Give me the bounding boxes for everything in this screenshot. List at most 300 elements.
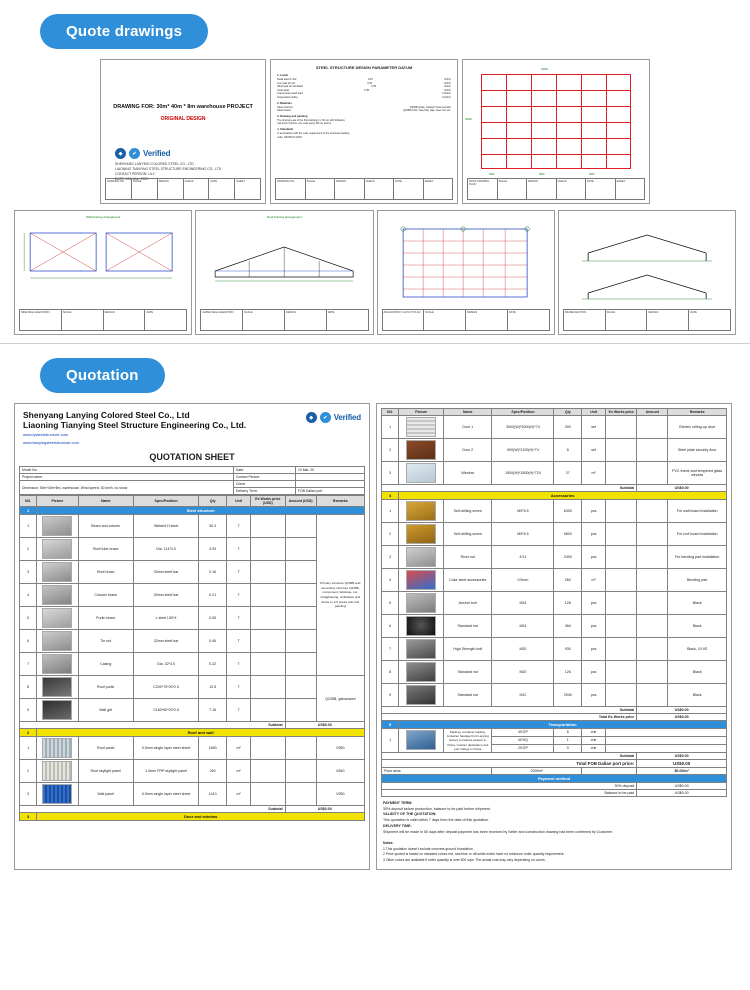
cell-picture [37, 676, 78, 699]
titleblock-caption: ANCHOR BOLT LAYOUT PLAN [383, 310, 425, 330]
cell-qty: 0.22 [199, 653, 227, 676]
titleblock-cell: DESIGN [647, 310, 689, 330]
cell-name: Purlin brace [78, 607, 133, 630]
cell-name: Window [444, 462, 492, 485]
datum-block-label: 3. Drawing and painting [277, 114, 308, 118]
table-row[interactable] [20, 607, 365, 630]
cell-name: Standard nut [444, 615, 492, 638]
cell-picture [37, 699, 78, 722]
cell-name: Roof skylight panel [78, 760, 133, 783]
col-no: NO. [20, 496, 37, 507]
table-row[interactable] [382, 661, 727, 684]
design-datum-heading: STEEL STRUCTURE DESIGN PARAMETER DATUM [315, 65, 413, 70]
company-line-3: CONTACT PERSON: LILY [115, 171, 155, 176]
datum-val: 0 kN/m² [442, 92, 452, 96]
group-header-row [20, 813, 365, 821]
titleblock-cell: SCALE [606, 310, 648, 330]
cell-picture [37, 561, 78, 584]
drawing-side-wall-elevation[interactable] [14, 210, 192, 335]
cell-no: 2 [20, 760, 37, 783]
cell-qty: 384 [554, 615, 582, 638]
company-line-2: LIAONING TIANYING STEEL STRUCTURE ENGINEERING CO., LTD [115, 166, 222, 171]
cell-spec: 4*11 [492, 546, 554, 569]
table-row[interactable] [382, 462, 727, 485]
cell-qty: 5800 [554, 523, 582, 546]
table-row[interactable] [382, 615, 727, 638]
cell-no: 8 [382, 661, 399, 684]
titleblock [19, 309, 187, 331]
cell-name: Roof purlin [78, 676, 133, 699]
cell-unit: T [226, 653, 250, 676]
quotation-badge: Quotation [40, 358, 165, 393]
titleblock-cell: SCALE [424, 310, 466, 330]
cell-no: 7 [20, 653, 37, 676]
drawing-anchor-bolt-plan[interactable] [377, 210, 555, 335]
cell-qty: 126 [554, 661, 582, 684]
cell-unit: pcs [582, 523, 606, 546]
plan-dim-length: 40000 [465, 118, 472, 121]
drawing-gable-wall-elevation[interactable] [195, 210, 373, 335]
floor-area-value: 2000m² [492, 767, 582, 774]
cell-exw [251, 584, 286, 607]
subtotal-row [20, 806, 365, 813]
table-row[interactable] [20, 783, 365, 806]
cell-exw [606, 416, 637, 439]
notes-title: Notes: [383, 841, 394, 846]
cell-unit: m² [582, 462, 606, 485]
datum-row: Snow load [277, 88, 289, 92]
cell-remark: Black [668, 615, 727, 638]
cell-spec: M24 [492, 615, 554, 638]
cell-no: 9 [382, 684, 399, 707]
cell-amount [285, 584, 316, 607]
cell-spec: 900(W)*2100(H)*74 [492, 439, 554, 462]
titleblock-cell: SCALE [62, 310, 104, 330]
titleblock-caption: FRAME SECTION [564, 310, 606, 330]
group-title: Accessories [399, 492, 727, 500]
table-row[interactable] [382, 523, 727, 546]
cell-qty: 2940 [554, 684, 582, 707]
cell-picture [399, 546, 444, 569]
table-row[interactable] [20, 676, 365, 699]
cell-no: 3 [20, 783, 37, 806]
titleblock-caption: SIDE WALL ELEVATION [20, 310, 62, 330]
subtotal-row [382, 485, 727, 492]
table-row[interactable] [20, 653, 365, 676]
cell-picture [37, 607, 78, 630]
cell-exw [606, 500, 637, 523]
cell-amount [637, 462, 668, 485]
titleblock-cell: DRAWING NO. [276, 179, 305, 199]
cell-name: Door 2 [444, 439, 492, 462]
datum-unit: kN/m² [444, 88, 452, 92]
drawing-cover-titleblock [105, 178, 261, 200]
cell-amount [637, 569, 668, 592]
cell-no: 9 [20, 699, 37, 722]
quote-drawings-badge: Quote drawings [40, 14, 208, 49]
cell-qty: 3.93 [199, 538, 227, 561]
cell-spec: 30mm steel bar [133, 584, 199, 607]
datum-row: Dead load of roof [277, 77, 297, 81]
table-row[interactable] [382, 500, 727, 523]
cell-spec: C160*60*20*2.5 [133, 699, 199, 722]
quotation-header [15, 404, 369, 448]
cell-no: 3 [20, 561, 37, 584]
cell-qty: 1410 [199, 783, 227, 806]
datum-row: In accordance with the code requirement of the structural welding [277, 131, 350, 135]
titleblock-cell: CHECK [365, 179, 394, 199]
cell-amount [637, 416, 668, 439]
cell-amount [285, 630, 316, 653]
table-row[interactable] [382, 684, 727, 707]
cell-unit: T [226, 607, 250, 630]
cell-unit: cntr [582, 744, 606, 752]
cell-unit: T [226, 538, 250, 561]
cell-remark: Steel plate security door [668, 439, 727, 462]
payment-label: 30% deposit [382, 782, 637, 789]
cell-spec: Dia. 32*3.0 [133, 653, 199, 676]
cell-spec: 1.0mm FRP skylight panel [133, 760, 199, 783]
table-row[interactable] [20, 538, 365, 561]
cell-unit: m² [226, 737, 250, 760]
table-row[interactable] [382, 439, 727, 462]
cell-no: 1 [382, 416, 399, 439]
drawing-design-datum[interactable] [270, 59, 458, 204]
datum-unit: kN/m² [444, 85, 452, 89]
cell-spec: 40'HQ [492, 736, 554, 744]
drawing-roof-framing-plan[interactable] [462, 59, 650, 204]
titleblock-cell: SCALE [243, 310, 285, 330]
roof-plan-grid [465, 68, 631, 176]
table-row[interactable] [20, 760, 365, 783]
total-exworks-label: Total Ex-Works price [382, 714, 637, 721]
quotation-items-table-right [381, 408, 727, 797]
group-no: 5 [382, 721, 399, 729]
quotation-web-1[interactable]: www.lysteelstructure.com [23, 432, 69, 437]
group-header-row [382, 492, 727, 500]
anchor-plan-svg [378, 221, 554, 307]
titleblock-cell: SCALE [132, 179, 158, 199]
cell-picture [37, 630, 78, 653]
table-header-row [20, 496, 365, 507]
quotation-sheet-left[interactable] [14, 403, 370, 870]
quotation-meta-table [19, 466, 365, 495]
cell-amount [285, 653, 316, 676]
cell-unit: set [582, 416, 606, 439]
table-row[interactable] [382, 416, 727, 439]
meta-date-label: Date: [233, 467, 295, 474]
cell-unit: T [226, 699, 250, 722]
cell-name: Rivet nut [444, 546, 492, 569]
cell-amount [637, 615, 668, 638]
cell-amount [285, 737, 316, 760]
table-row[interactable] [20, 630, 365, 653]
total-exworks-value: US$0.00 [637, 714, 727, 721]
cell-exw [606, 684, 637, 707]
cell-name: Color steel accessories [444, 569, 492, 592]
cell-picture [37, 760, 78, 783]
col-amount: Amount (USD) [285, 496, 316, 507]
titleblock-cell: DATE [327, 311, 335, 314]
cell-name: Wall panel [78, 783, 133, 806]
cell-spec: 32mm steel bar [133, 630, 199, 653]
cell-remark: V950 [316, 783, 364, 806]
titleblock-cell: DESIGN [104, 310, 146, 330]
cell-no: 1 [20, 737, 37, 760]
cell-amount [637, 684, 668, 707]
cell-unit: pcs [582, 684, 606, 707]
cell-name: Roof panel [78, 737, 133, 760]
cell-name: Wall girt [78, 699, 133, 722]
cell-no: 5 [382, 592, 399, 615]
table-row[interactable] [20, 561, 365, 584]
payment-value: US$0.00 [637, 782, 727, 789]
group-no: 1 [20, 507, 37, 515]
delivery-title: DELIVERY TIME: [383, 823, 412, 828]
group-header-row [382, 721, 727, 729]
cell-exw [606, 569, 637, 592]
cell-exw [251, 561, 286, 584]
datum-row: Steel beams [277, 109, 292, 113]
table-row[interactable] [382, 569, 727, 592]
meta-delivery-label: Delivery Term: [233, 488, 295, 495]
cell-exw [251, 783, 286, 806]
titleblock-cell: SCALE [498, 179, 527, 199]
cell-name: Anchor bolt [444, 592, 492, 615]
cell-name: Column brace [78, 584, 133, 607]
subtotal-label: Subtotal [20, 722, 286, 729]
col-exw: Ex Works price [606, 409, 637, 416]
cell-picture [399, 462, 444, 485]
table-row[interactable] [20, 737, 365, 760]
validity-title: VALIDITY OF THE QUOTATION: [383, 812, 437, 817]
cell-spec: 0.5mm [492, 569, 554, 592]
cell-picture [399, 684, 444, 707]
cell-spec: 1500(W)*1500(H)*724 [492, 462, 554, 485]
quotation-items-table [19, 495, 365, 821]
verified-logo [115, 148, 170, 159]
cell-picture [37, 783, 78, 806]
datum-block-label: 2. Materials [277, 101, 292, 105]
drawing-cover-title-prefix: DRAWING FOR: [113, 104, 155, 110]
drawing-cover-subtitle: ORIGINAL DESIGN [160, 116, 206, 122]
cell-picture [37, 538, 78, 561]
subtotal-label: Subtotal [382, 752, 637, 759]
subtotal-label: Subtotal [20, 806, 286, 813]
meta-dimension: Dimension: 50m*40m*8m, warehouse. Wind speed: 30 km/h, no snow [20, 481, 234, 495]
payment-label: Balance to be paid [382, 789, 637, 796]
cell-amount [285, 561, 316, 584]
subtotal-label: Subtotal [382, 707, 637, 714]
cell-picture [399, 416, 444, 439]
cell-exw [606, 661, 637, 684]
drawing-plan-titleblock [467, 178, 645, 200]
table-row[interactable] [382, 638, 727, 661]
cell-picture [399, 729, 444, 753]
cell-exw [251, 653, 286, 676]
cell-spec: M20 [492, 661, 554, 684]
company-line-4: DATE: 10th Mar. 2020 [115, 176, 149, 181]
titleblock-cell: SHEET [424, 180, 434, 183]
meta-contact-value [295, 474, 364, 481]
payment-row [382, 789, 727, 796]
cell-exw [606, 615, 637, 638]
notes-block [377, 839, 731, 869]
cell-exw [606, 462, 637, 485]
col-qty: Qty [554, 409, 582, 416]
table-header-row [382, 409, 727, 416]
cell-spec: Welded H steel [133, 515, 199, 538]
cell-picture [37, 584, 78, 607]
cell-no: 6 [20, 630, 37, 653]
group-header-row [20, 729, 365, 737]
cell-qty: 6300 [554, 500, 582, 523]
col-name: Name [444, 409, 492, 416]
cell-exw [606, 523, 637, 546]
cell-name: Beam and column [78, 515, 133, 538]
meta-project: Project name: [20, 474, 234, 481]
cell-qty: 7.16 [199, 699, 227, 722]
gable-wall-label: Roof bracing arrangement [266, 215, 302, 219]
cell-qty: 260 [554, 569, 582, 592]
plan-dim-bay-1: 6000 [489, 173, 495, 176]
subtotal-row [382, 707, 727, 714]
table-row[interactable] [20, 515, 365, 538]
payment-term-body: 30% deposit before production, balance to be paid before shipment. [383, 806, 491, 811]
cell-amount [606, 744, 727, 752]
side-wall-label: Wall bracing arrangement [86, 215, 121, 219]
cell-exw [251, 737, 286, 760]
cell-amount [637, 523, 668, 546]
datum-row: Steel columns [277, 105, 293, 109]
cell-picture [399, 638, 444, 661]
cell-name: Casing [78, 653, 133, 676]
quotation-web-2[interactable]: www.tianyingsteelstructure.com [23, 440, 80, 445]
cell-spec: M24 [492, 592, 554, 615]
table-row[interactable] [20, 699, 365, 722]
quotation-area [0, 403, 750, 870]
datum-unit: kN/m² [444, 81, 452, 85]
cell-unit: pcs [582, 500, 606, 523]
drawing-frame-section[interactable] [558, 210, 736, 335]
titleblock-cell: DESIGN [158, 179, 184, 199]
group-no: 2 [20, 729, 37, 737]
table-row[interactable] [20, 584, 365, 607]
drawings-row-bottom [0, 210, 750, 335]
cell-picture [399, 615, 444, 638]
drawing-cover[interactable] [100, 59, 266, 204]
cell-unit: T [226, 584, 250, 607]
quotation-sheet-right[interactable] [376, 403, 732, 870]
shield-icon: ◆ [115, 148, 126, 159]
titleblock-cell: DATE [209, 179, 235, 199]
titleblock-cell: DATE [508, 311, 516, 314]
cell-amount [606, 729, 727, 737]
cell-unit: pcs [582, 638, 606, 661]
titleblock-cell: DATE [146, 311, 154, 314]
group-title: Transportation [399, 721, 727, 729]
note-item: 1 This quotation doesn't include concrete ground foundation. [383, 846, 474, 851]
subtotal-label: Subtotal [382, 485, 637, 492]
cell-no: 1 [382, 500, 399, 523]
cell-amount [285, 699, 316, 722]
floor-area-row [382, 767, 727, 774]
payment-term-title: PAYMENT TERM: [383, 800, 413, 805]
table-row[interactable] [382, 592, 727, 615]
cell-name: High Strength bolt [444, 638, 492, 661]
cell-picture [37, 515, 78, 538]
datum-block-label: 1. Loads [277, 74, 289, 77]
cell-amount [285, 515, 316, 538]
cell-remark: PVC frame and tempered glass window [668, 462, 727, 485]
titleblock-cell: DRAWING NO. [106, 179, 132, 199]
design-datum-body [277, 74, 451, 139]
subtotal-value: US$0.00 [637, 752, 727, 759]
cell-unit: T [226, 515, 250, 538]
unit-price-value: $0.00/m² [637, 767, 727, 774]
titleblock [382, 309, 550, 331]
col-unit: Unit [226, 496, 250, 507]
cell-unit: pcs [582, 592, 606, 615]
cell-spec: 0.5mm single layer steel sheet [133, 783, 199, 806]
plan-dim-bay-2: 6000 [539, 173, 545, 176]
cell-no: 8 [20, 676, 37, 699]
cell-spec: 0.5mm single layer steel sheet [133, 737, 199, 760]
col-qty: Qty [199, 496, 227, 507]
cell-qty: 0.21 [199, 584, 227, 607]
cell-name: Tie rod [78, 630, 133, 653]
meta-contact-label: Contact Person: [233, 474, 295, 481]
datum-val: Q235B grade, welded H steel section [409, 105, 452, 109]
payment-row [382, 782, 727, 789]
datum-val: 0 kN/m² [442, 96, 452, 100]
titleblock-cell: DATE [394, 179, 423, 199]
cell-amount [637, 661, 668, 684]
cell-remark-merged-2: Q235B, galvanized [316, 676, 364, 722]
delivery-body: Shipment will be made in 50 days after deposit payment has been received by Seller and construction drawing has been confirmed by Customer. [383, 829, 614, 834]
meta-model: Model No. [20, 467, 234, 474]
col-name: Name [78, 496, 133, 507]
cell-picture [37, 737, 78, 760]
note-item: 3 Other colors are available if order quantity is over 500 sqm. The actual cost may vary depending on colors. [383, 857, 546, 862]
cell-spec: M5*5.5 [492, 523, 554, 546]
cell-spec: L steel L50*4 [133, 607, 199, 630]
cell-spec: Dia. 114*3.0 [133, 538, 199, 561]
cell-name: Self-drilling screw [444, 523, 492, 546]
titleblock-cell: SHEET [236, 180, 245, 183]
datum-block-label: 4. Standards [277, 127, 294, 131]
verified-label: Verified [143, 149, 171, 158]
cell-no: 3 [382, 546, 399, 569]
table-row[interactable] [382, 729, 727, 737]
titleblock-cell: SCALE [306, 179, 335, 199]
company-line-1: SHENYANG LANYING COLORED STEEL CO., LTD [115, 162, 194, 166]
cell-qty: 128 [554, 592, 582, 615]
cell-unit: pcs [582, 546, 606, 569]
table-row[interactable] [382, 546, 727, 569]
verified-logo [306, 412, 361, 423]
cell-qty: 1 [554, 736, 582, 744]
cell-qty: 13.5 [199, 676, 227, 699]
quotation-badge-wrap [0, 344, 750, 403]
cell-no: 1 [382, 729, 399, 753]
shield-icon: ◆ [306, 412, 317, 423]
cell-qty: 0.55 [199, 607, 227, 630]
titleblock-cell: CHECK [557, 179, 586, 199]
cell-amount [285, 676, 316, 699]
cell-remark: V840 [316, 760, 364, 783]
titleblock [563, 309, 731, 331]
